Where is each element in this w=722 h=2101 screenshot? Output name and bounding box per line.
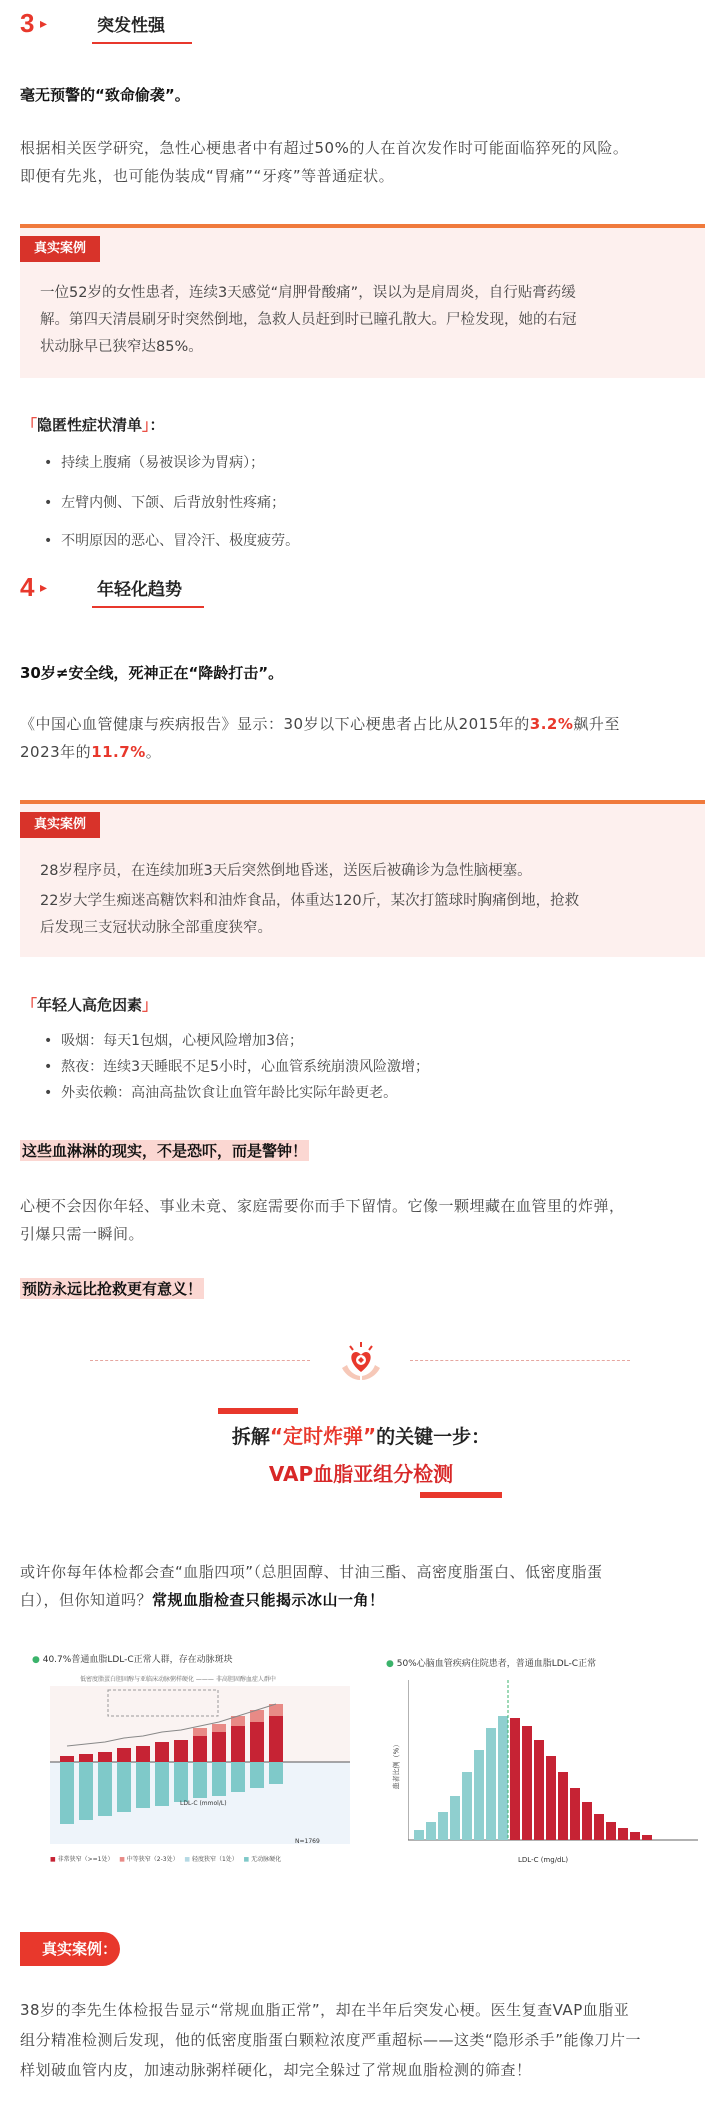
case-3-badge-label: 真实案例： [42,1940,118,1958]
case-text-line: 后发现三支冠状动脉全部重度狭窄。 [40,920,272,936]
case-3-paragraph-line: 38岁的李先生体检报告显示“常规血脂正常”，却在半年后突发心梗。医生复查VAP血脂亚 [20,2001,630,2019]
bracket-open: 「 [22,996,38,1014]
list-item: • 持续上腹痛（易被误诊为胃病）； [44,455,265,471]
figure-left-subtitle: 低密度脂蛋白胆固醇与亚临床动脉粥样硬化 ——— 非高胆固醇血症人群中 [80,1676,276,1683]
figure-right-ylabel: 患者比例（%） [392,1740,401,1790]
section-3-lead: 毫无预警的“致命偷袭”。 [20,86,190,104]
stat-2015: 3.2% [529,715,574,733]
colon: ： [149,416,165,434]
case-3-paragraph-line: 组分精准检测后发现，他的低密度脂蛋白颗粒浓度严重超标——这类“隐形杀手”能像刀片一 [20,2031,642,2049]
section-title: 突发性强 [97,16,165,36]
risk-factors-title [22,994,157,1015]
case-text-line: 22岁大学生痴迷高糖饮料和油炸食品，体重达120斤，某次打篮球时胸痛倒地，抢救 [40,893,580,909]
warning-paragraph-line: 心梗不会因你年轻、事业未竟、家庭需要你而手下留情。它像一颗埋藏在血管里的炸弹， [20,1197,625,1215]
bracket-open: 「 [22,416,38,434]
list-item: • 左臂内侧、下颌、后背放射性疼痛； [44,495,286,511]
case-badge: 真实案例 [20,812,100,838]
section-4-paragraph-line: 《中国心血管健康与疾病报告》显示：30岁以下心梗患者占比从2015年的3.2%飙升至 [20,715,620,733]
case-3-paragraph-line: 样划破血管内皮，加速动脉粥样硬化，却完全躲过了常规血脂检测的筛查！ [20,2061,532,2079]
section-4-paragraph-line: 2023年的11.7%。 [20,743,162,761]
figure-left-chart [50,1686,350,1844]
case-card [20,800,705,957]
section-3-header [20,6,320,46]
stat-2023: 11.7% [91,743,146,761]
section-title: 年轻化趋势 [97,580,182,600]
banner-line-1: 拆解“定时炸弹”的关键一步： [231,1424,491,1448]
case-text-line: 一位52岁的女性患者，连续3天感觉“肩胛骨酸痛”，误以为是肩周炎，自行贴膏药缓 [40,285,576,301]
bracket-close: 」 [142,996,158,1014]
ldl-label: LDL-C (mmol/L) [180,1800,227,1807]
heart-hands-icon [338,1338,384,1384]
vap-paragraph-line: 或许你每年体检都会查“血脂四项”（总胆固醇、甘油三酯、高密度脂蛋白、低密度脂蛋 [20,1563,603,1581]
figure-right-xlabel: LDL-C (mg/dL) [518,1856,569,1864]
highlight-prevention: 预防永远比抢救更有意义！ [22,1280,203,1298]
warning-paragraph-line: 引爆只需一瞬间。 [20,1225,145,1243]
case-card [20,224,705,378]
section-4-lead: 30岁≠安全线，死神正在“降龄打击”。 [20,664,284,682]
case-3-badge-wrap [20,1932,130,1966]
figure-left-legend: ■ 非常狭窄（>=1处） ■ 中等狭窄（2-3处） ■ 轻度狭窄（1处） ■ 无动脉硬化 [50,1856,282,1863]
title-underline [92,42,192,44]
banner-top-bar [218,1408,298,1414]
figure-left [20,1650,365,1890]
section-3-paragraph-line: 根据相关医学研究，急性心梗患者中有超过50%的人在首次发作时可能面临猝死的风险。 [20,139,629,157]
arrow-icon: ▸ [40,580,48,596]
teal-bars [414,1716,508,1840]
arrow-icon: ▸ [40,16,48,32]
red-bars [510,1718,652,1840]
vap-emphasis: 常规血脂检查只能揭示冰山一角！ [152,1591,385,1609]
section-4-header [20,572,320,612]
hidden-symptoms-title [22,414,165,435]
section-number: 4 [20,572,35,602]
section-3-paragraph-line: 即便有先兆，也可能伪装成“胃痛”“牙疼”等普通症状。 [20,167,395,185]
figure-right [378,1650,708,1890]
bracket-close: 」 [142,416,150,434]
banner-line-2: VAP血脂亚组分检测 [268,1462,454,1486]
dashed-divider-right [410,1360,630,1361]
vap-paragraph-line: 白），但你知道吗？常规血脂检查只能揭示冰山一角！ [20,1591,385,1609]
list-heading: 年轻人高危因素 [37,996,143,1014]
banner-highlight: “定时炸弹” [269,1424,377,1448]
list-item: • 不明原因的恶心、冒冷汗、极度疲劳。 [44,533,300,549]
banner-bottom-bar [420,1492,502,1498]
case-badge: 真实案例 [20,236,100,262]
list-item: • 熬夜：连续3天睡眠不足5小时，心血管系统崩溃风险激增； [44,1059,429,1075]
section-number: 3 [20,8,35,38]
list-item: • 吸烟：每天1包烟，心梗风险增加3倍； [44,1033,303,1049]
dashed-divider-left [90,1360,310,1361]
n-label: N=1769 [295,1838,320,1845]
figure-right-chart [408,1680,698,1850]
title-underline [92,606,204,608]
list-item: • 外卖依赖：高油高盐饮食让血管年龄比实际年龄更老。 [44,1085,398,1101]
case-text-line: 28岁程序员，在连续加班3天后突然倒地昏迷，送医后被确诊为急性脑梗塞。 [40,863,532,879]
case-text-line: 解。第四天清晨刷牙时突然倒地，急救人员赶到时已瞳孔散大。尸检发现，她的右冠 [40,312,577,328]
case-text-line: 状动脉早已狭窄达85%。 [40,339,203,355]
figure-left-heading: ● 40.7%普通血脂LDL-C正常人群，存在动脉斑块 [32,1655,233,1665]
highlight-warning: 这些血淋淋的现实，不是恐吓，而是警钟！ [22,1142,308,1160]
list-heading: 隐匿性症状清单 [37,416,143,434]
figure-right-heading: ● 50%心脑血管疾病住院患者，普通血脂LDL-C正常 [386,1659,597,1669]
